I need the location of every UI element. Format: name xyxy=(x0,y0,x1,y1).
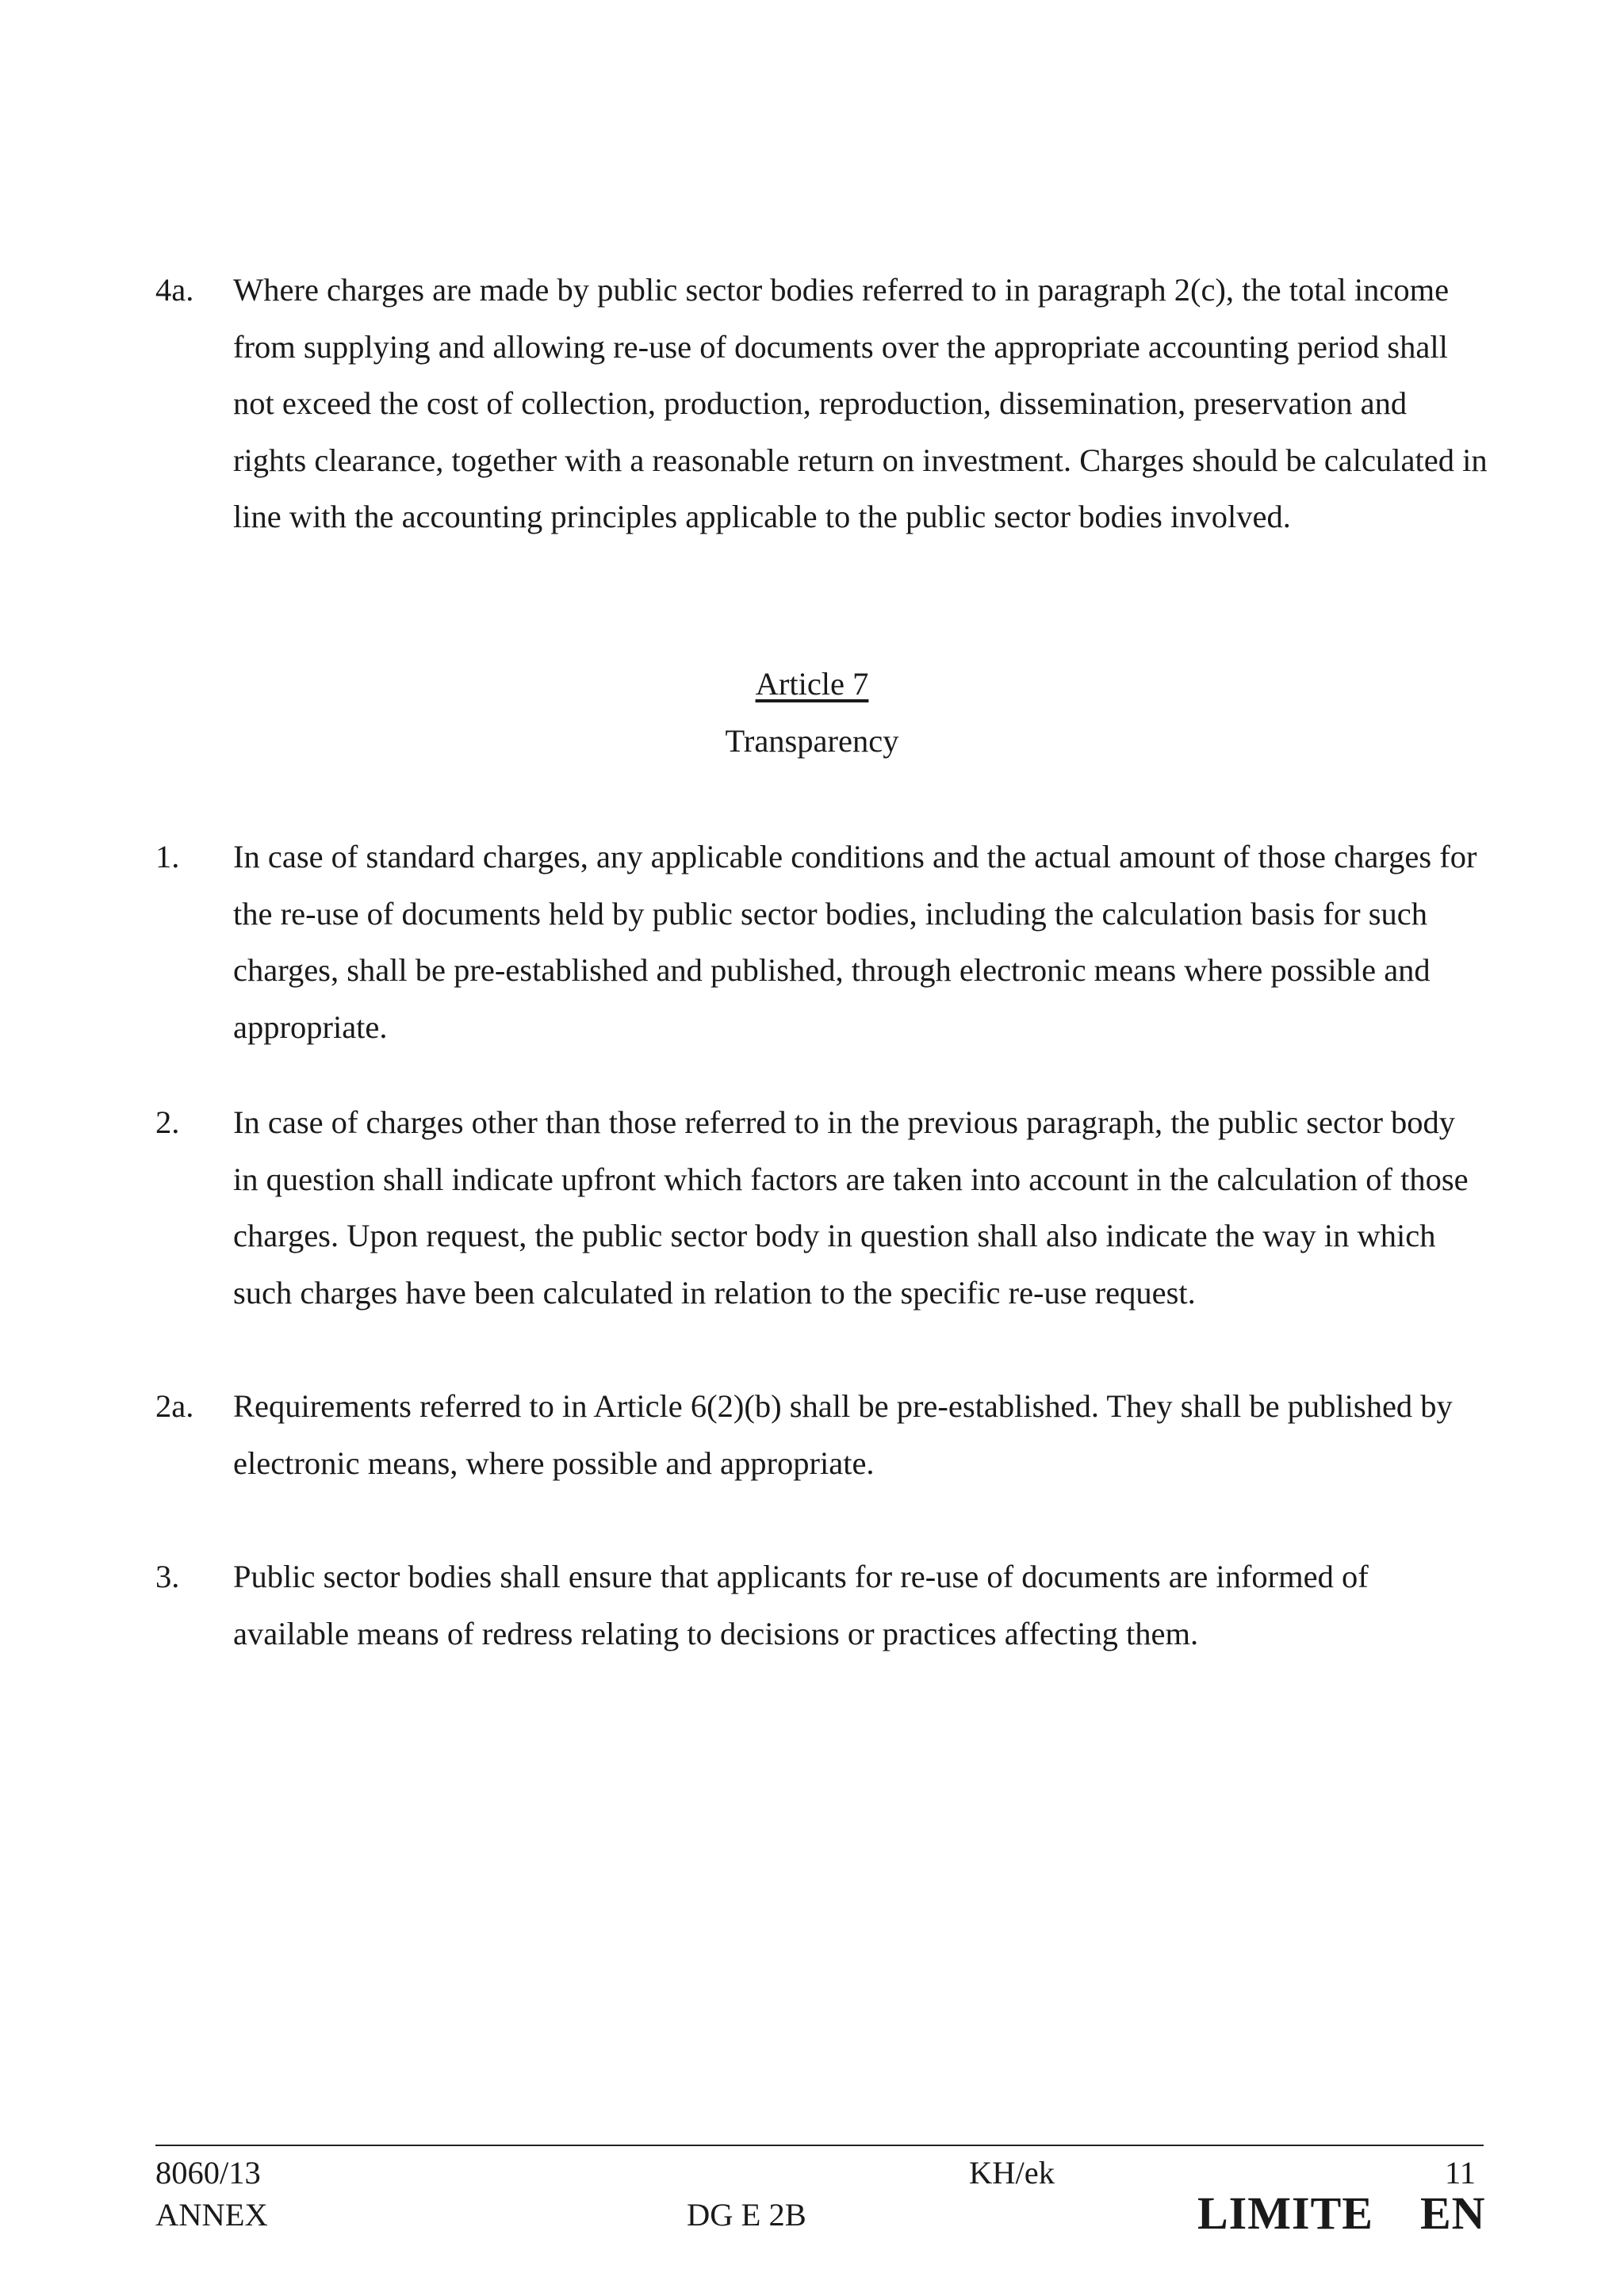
article-subtitle: Transparency xyxy=(725,722,899,759)
paragraph-1 xyxy=(155,828,1488,1055)
footer-doc-number: 8060/13 xyxy=(155,2155,261,2191)
paragraph-text: Public sector bodies shall ensure that applicants for re-use of documents are informed of available means of redress relating to decisions or practices affecting them. xyxy=(233,1559,1369,1651)
paragraph-text: In case of standard charges, any applicable conditions and the actual amount of those charges for the re-use of documents held by public sector bodies, including the calculation basis for such charges, shall be pre-established and published, through electronic means where possible and appropriate. xyxy=(233,839,1477,1045)
language-code: EN xyxy=(1419,2187,1486,2239)
footer-classification xyxy=(1197,2188,1486,2239)
paragraph-2 xyxy=(155,1094,1488,1321)
footer-divider xyxy=(155,2145,1484,2146)
paragraph-4a xyxy=(155,262,1488,545)
article-heading xyxy=(0,656,1624,769)
footer-initials: KH/ek xyxy=(969,2155,1055,2191)
footer-annex: ANNEX xyxy=(155,2197,268,2233)
paragraph-3 xyxy=(155,1548,1488,1662)
paragraph-number: 2. xyxy=(155,1104,180,1140)
paragraph-text: Requirements referred to in Article 6(2)(b) shall be pre-established. They shall be published by electronic means, where possible and appropriate. xyxy=(233,1388,1453,1481)
classification-label: LIMITE xyxy=(1197,2187,1373,2239)
paragraph-text: In case of charges other than those referred to in the previous paragraph, the public sector body in question shall indicate upfront which factors are taken into account in the calculation of those charges. Upon request, the public sector body in question shall also indicate the way in which such charges have been calculated in relation to the specific re-use request. xyxy=(233,1104,1469,1311)
paragraph-number: 3. xyxy=(155,1559,180,1594)
paragraph-number: 1. xyxy=(155,839,180,874)
paragraph-text: Where charges are made by public sector bodies referred to in paragraph 2(c), the total income from supplying and allowing re-use of documents over the appropriate accounting period shall not exceed the cost of collection, production, reproduction, dissemination, preservation and rights clearance, together with a reasonable return on investment. Charges should be calculated in line with the accounting principles applicable to the public sector bodies involved. xyxy=(233,272,1488,534)
paragraph-2a xyxy=(155,1378,1488,1491)
footer-dg: DG E 2B xyxy=(687,2197,806,2233)
paragraph-number: 4a. xyxy=(155,272,194,308)
article-title: Article 7 xyxy=(755,666,869,702)
footer-page-number: 11 xyxy=(1445,2155,1476,2191)
paragraph-number: 2a. xyxy=(155,1388,194,1424)
